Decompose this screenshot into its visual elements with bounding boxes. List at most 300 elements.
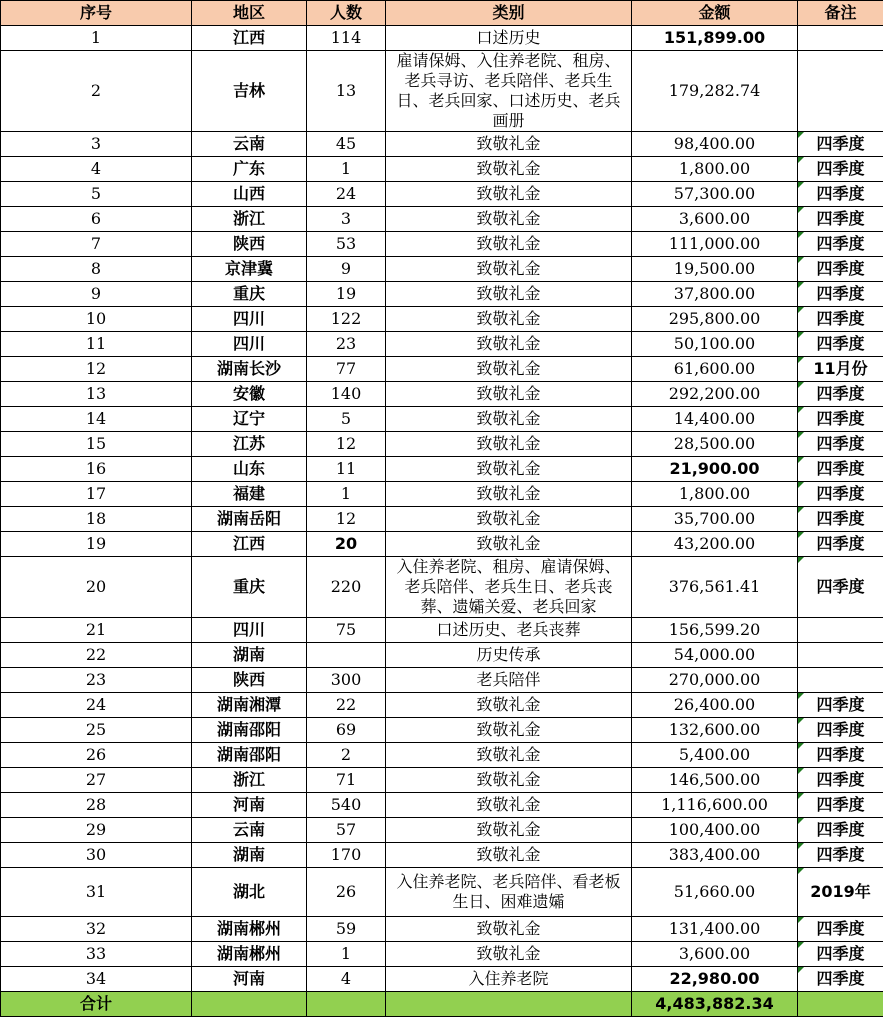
cell-amount: 5,400.00 [632, 743, 798, 768]
cell-amount: 54,000.00 [632, 643, 798, 668]
table-row [1, 26, 883, 51]
cell-no: 7 [1, 232, 192, 257]
comment-marker-icon [798, 793, 804, 799]
comment-marker-icon [798, 718, 804, 724]
comment-marker-icon [798, 307, 804, 313]
table-row [1, 693, 883, 718]
cell-no: 28 [1, 793, 192, 818]
cell-count: 23 [307, 332, 386, 357]
cell-category: 致敬礼金 [386, 917, 632, 942]
cell-category: 入住养老院、租房、雇请保姆、老兵陪伴、老兵生日、老兵丧葬、遗孀关爱、老兵回家 [386, 557, 632, 618]
cell-count: 53 [307, 232, 386, 257]
cell-category: 致敬礼金 [386, 718, 632, 743]
comment-marker-icon [798, 557, 804, 563]
cell-region: 广东 [192, 157, 307, 182]
cell-category: 致敬礼金 [386, 532, 632, 557]
cell-no: 33 [1, 942, 192, 967]
note-text: 2019年 [810, 882, 871, 901]
cell-category: 致敬礼金 [386, 132, 632, 157]
cell-count: 22 [307, 693, 386, 718]
note-text: 四季度 [816, 484, 865, 503]
cell-no: 17 [1, 482, 192, 507]
cell-category: 雇请保姆、入住养老院、租房、老兵寻访、老兵陪伴、老兵生日、老兵回家、口述历史、老兵画册 [386, 51, 632, 132]
cell-amount: 43,200.00 [632, 532, 798, 557]
comment-marker-icon [798, 693, 804, 699]
cell-note [798, 668, 883, 693]
table-row [1, 868, 883, 917]
cell-count: 122 [307, 307, 386, 332]
cell-note [798, 768, 883, 793]
table-row [1, 182, 883, 207]
cell-region: 云南 [192, 818, 307, 843]
comment-marker-icon [798, 868, 804, 874]
table-row [1, 282, 883, 307]
note-text: 四季度 [816, 409, 865, 428]
cell-count: 13 [307, 51, 386, 132]
cell-category: 致敬礼金 [386, 407, 632, 432]
comment-marker-icon [798, 207, 804, 213]
header-count: 人数 [307, 1, 386, 26]
cell-count: 45 [307, 132, 386, 157]
cell-category: 致敬礼金 [386, 843, 632, 868]
table-row [1, 257, 883, 282]
comment-marker-icon [798, 507, 804, 513]
cell-category: 致敬礼金 [386, 307, 632, 332]
table-row [1, 768, 883, 793]
cell-note [798, 482, 883, 507]
cell-region: 湖南长沙 [192, 357, 307, 382]
cell-region: 云南 [192, 132, 307, 157]
comment-marker-icon [798, 282, 804, 288]
cell-amount: 295,800.00 [632, 307, 798, 332]
cell-count: 75 [307, 618, 386, 643]
cell-category: 入住养老院 [386, 967, 632, 992]
cell-amount: 100,400.00 [632, 818, 798, 843]
cell-note [798, 868, 883, 917]
cell-category: 口述历史 [386, 26, 632, 51]
cell-region: 四川 [192, 618, 307, 643]
cell-category: 致敬礼金 [386, 207, 632, 232]
cell-region: 四川 [192, 307, 307, 332]
cell-category: 致敬礼金 [386, 157, 632, 182]
cell-category: 老兵陪伴 [386, 668, 632, 693]
cell-amount: 111,000.00 [632, 232, 798, 257]
cell-note [798, 557, 883, 618]
cell-no: 9 [1, 282, 192, 307]
note-text: 四季度 [816, 309, 865, 328]
cell-amount: 21,900.00 [632, 457, 798, 482]
cell-region: 江苏 [192, 432, 307, 457]
header-row [1, 1, 883, 26]
cell-no: 3 [1, 132, 192, 157]
cell-no: 11 [1, 332, 192, 357]
cell-amount: 1,800.00 [632, 157, 798, 182]
cell-note [798, 257, 883, 282]
comment-marker-icon [798, 182, 804, 188]
cell-category: 致敬礼金 [386, 768, 632, 793]
comment-marker-icon [798, 132, 804, 138]
cell-count: 77 [307, 357, 386, 382]
cell-note [798, 718, 883, 743]
table-row [1, 157, 883, 182]
comment-marker-icon [798, 843, 804, 849]
cell-amount: 1,800.00 [632, 482, 798, 507]
cell-no: 26 [1, 743, 192, 768]
cell-amount: 98,400.00 [632, 132, 798, 157]
cell-no: 18 [1, 507, 192, 532]
cell-category: 致敬礼金 [386, 432, 632, 457]
cell-count: 220 [307, 557, 386, 618]
cell-count: 540 [307, 793, 386, 818]
comment-marker-icon [798, 432, 804, 438]
cell-note [798, 432, 883, 457]
cell-region: 湖南湘潭 [192, 693, 307, 718]
cell-note [798, 532, 883, 557]
comment-marker-icon [798, 457, 804, 463]
note-text: 四季度 [816, 820, 865, 839]
cell-no: 12 [1, 357, 192, 382]
cell-amount: 19,500.00 [632, 257, 798, 282]
table-row [1, 407, 883, 432]
note-text: 四季度 [816, 969, 865, 988]
note-text: 四季度 [816, 795, 865, 814]
cell-note [798, 157, 883, 182]
note-text: 四季度 [816, 770, 865, 789]
cell-note [798, 407, 883, 432]
cell-amount: 3,600.00 [632, 207, 798, 232]
cell-note [798, 643, 883, 668]
cell-no: 6 [1, 207, 192, 232]
cell-amount: 131,400.00 [632, 917, 798, 942]
cell-category: 致敬礼金 [386, 507, 632, 532]
cell-category: 口述历史、老兵丧葬 [386, 618, 632, 643]
cell-region: 重庆 [192, 282, 307, 307]
cell-region: 山西 [192, 182, 307, 207]
table-row [1, 793, 883, 818]
cell-note [798, 457, 883, 482]
cell-no: 23 [1, 668, 192, 693]
cell-count: 24 [307, 182, 386, 207]
note-text: 四季度 [816, 259, 865, 278]
cell-note [798, 307, 883, 332]
cell-region: 四川 [192, 332, 307, 357]
cell-category: 致敬礼金 [386, 818, 632, 843]
cell-category: 入住养老院、老兵陪伴、看老板生日、困难遗孀 [386, 868, 632, 917]
table-row [1, 618, 883, 643]
note-text: 四季度 [816, 845, 865, 864]
header-amount: 金额 [632, 1, 798, 26]
note-text: 四季度 [816, 384, 865, 403]
cell-region: 重庆 [192, 557, 307, 618]
cell-amount: 270,000.00 [632, 668, 798, 693]
note-text: 11月份 [813, 359, 868, 378]
cell-no: 16 [1, 457, 192, 482]
cell-no: 19 [1, 532, 192, 557]
cell-region: 河南 [192, 967, 307, 992]
cell-no: 29 [1, 818, 192, 843]
total-region-empty [192, 992, 307, 1017]
comment-marker-icon [798, 332, 804, 338]
note-text: 四季度 [816, 434, 865, 453]
cell-region: 浙江 [192, 768, 307, 793]
cell-amount: 151,899.00 [632, 26, 798, 51]
note-text: 四季度 [816, 459, 865, 478]
cell-count: 170 [307, 843, 386, 868]
table-row [1, 668, 883, 693]
cell-region: 湖南 [192, 643, 307, 668]
note-text: 四季度 [816, 720, 865, 739]
cell-region: 江西 [192, 532, 307, 557]
cell-count: 57 [307, 818, 386, 843]
note-text: 四季度 [816, 284, 865, 303]
total-note-empty [798, 992, 883, 1017]
table-row [1, 718, 883, 743]
note-text: 四季度 [816, 334, 865, 353]
cell-no: 30 [1, 843, 192, 868]
cell-amount: 376,561.41 [632, 557, 798, 618]
table-row [1, 643, 883, 668]
cell-count: 1 [307, 157, 386, 182]
cell-no: 13 [1, 382, 192, 407]
cell-region: 湖北 [192, 868, 307, 917]
header-category: 类别 [386, 1, 632, 26]
table-row [1, 818, 883, 843]
cell-note [798, 51, 883, 132]
table-row [1, 357, 883, 382]
cell-region: 湖南郴州 [192, 942, 307, 967]
cell-no: 32 [1, 917, 192, 942]
cell-amount: 179,282.74 [632, 51, 798, 132]
cell-note [798, 382, 883, 407]
cell-region: 吉林 [192, 51, 307, 132]
cell-no: 24 [1, 693, 192, 718]
note-text: 四季度 [816, 944, 865, 963]
cell-count: 26 [307, 868, 386, 917]
cell-amount: 14,400.00 [632, 407, 798, 432]
comment-marker-icon [798, 357, 804, 363]
cell-note [798, 743, 883, 768]
cell-note [798, 793, 883, 818]
cell-category: 致敬礼金 [386, 182, 632, 207]
cell-count: 1 [307, 942, 386, 967]
cell-category: 历史传承 [386, 643, 632, 668]
note-text: 四季度 [816, 919, 865, 938]
cell-count: 4 [307, 967, 386, 992]
cell-count: 3 [307, 207, 386, 232]
cell-note [798, 357, 883, 382]
cell-note [798, 332, 883, 357]
cell-count: 19 [307, 282, 386, 307]
cell-no: 5 [1, 182, 192, 207]
cell-note [798, 232, 883, 257]
note-text: 四季度 [816, 577, 865, 596]
header-no: 序号 [1, 1, 192, 26]
cell-amount: 1,116,600.00 [632, 793, 798, 818]
cell-region: 湖南邵阳 [192, 743, 307, 768]
cell-note [798, 818, 883, 843]
comment-marker-icon [798, 257, 804, 263]
cell-count: 69 [307, 718, 386, 743]
cell-no: 27 [1, 768, 192, 793]
cell-category: 致敬礼金 [386, 457, 632, 482]
cell-category: 致敬礼金 [386, 482, 632, 507]
table-row [1, 307, 883, 332]
cell-region: 河南 [192, 793, 307, 818]
cell-amount: 3,600.00 [632, 942, 798, 967]
cell-no: 25 [1, 718, 192, 743]
note-text: 四季度 [816, 134, 865, 153]
note-text: 四季度 [816, 159, 865, 178]
comment-marker-icon [798, 743, 804, 749]
cell-no: 4 [1, 157, 192, 182]
cell-amount: 22,980.00 [632, 967, 798, 992]
comment-marker-icon [798, 942, 804, 948]
total-count-empty [307, 992, 386, 1017]
comment-marker-icon [798, 407, 804, 413]
comment-marker-icon [798, 532, 804, 538]
table-row [1, 507, 883, 532]
cell-region: 湖南岳阳 [192, 507, 307, 532]
cell-count: 1 [307, 482, 386, 507]
cell-amount: 28,500.00 [632, 432, 798, 457]
note-text: 四季度 [816, 509, 865, 528]
cell-no: 8 [1, 257, 192, 282]
cell-count: 114 [307, 26, 386, 51]
cell-note [798, 26, 883, 51]
table-row [1, 332, 883, 357]
note-text: 四季度 [816, 695, 865, 714]
table-row [1, 557, 883, 618]
header-region: 地区 [192, 1, 307, 26]
total-amount: 4,483,882.34 [632, 992, 798, 1017]
total-row [1, 992, 883, 1017]
cell-category: 致敬礼金 [386, 793, 632, 818]
table-row [1, 132, 883, 157]
note-text: 四季度 [816, 534, 865, 553]
table-row [1, 207, 883, 232]
cell-region: 浙江 [192, 207, 307, 232]
cell-amount: 132,600.00 [632, 718, 798, 743]
cell-note [798, 282, 883, 307]
cell-amount: 26,400.00 [632, 693, 798, 718]
cell-region: 山东 [192, 457, 307, 482]
comment-marker-icon [798, 967, 804, 973]
note-text: 四季度 [816, 745, 865, 764]
cell-region: 江西 [192, 26, 307, 51]
cell-amount: 156,599.20 [632, 618, 798, 643]
table-row [1, 232, 883, 257]
cell-count: 300 [307, 668, 386, 693]
cell-category: 致敬礼金 [386, 232, 632, 257]
table-row [1, 532, 883, 557]
cell-category: 致敬礼金 [386, 257, 632, 282]
cell-amount: 57,300.00 [632, 182, 798, 207]
cell-category: 致敬礼金 [386, 743, 632, 768]
cell-amount: 37,800.00 [632, 282, 798, 307]
cell-count: 20 [307, 532, 386, 557]
cell-count: 12 [307, 432, 386, 457]
table-row [1, 382, 883, 407]
cell-amount: 35,700.00 [632, 507, 798, 532]
cell-region: 京津冀 [192, 257, 307, 282]
cell-count: 2 [307, 743, 386, 768]
cell-note [798, 693, 883, 718]
cell-region: 湖南邵阳 [192, 718, 307, 743]
cell-note [798, 618, 883, 643]
cell-note [798, 507, 883, 532]
comment-marker-icon [798, 768, 804, 774]
cell-note [798, 917, 883, 942]
table-row [1, 457, 883, 482]
cell-amount: 146,500.00 [632, 768, 798, 793]
cell-count: 5 [307, 407, 386, 432]
cell-note [798, 207, 883, 232]
cell-count: 59 [307, 917, 386, 942]
cell-region: 陕西 [192, 232, 307, 257]
table-row [1, 843, 883, 868]
comment-marker-icon [798, 382, 804, 388]
cell-note [798, 967, 883, 992]
cell-category: 致敬礼金 [386, 382, 632, 407]
cell-category: 致敬礼金 [386, 693, 632, 718]
comment-marker-icon [798, 482, 804, 488]
cell-amount: 61,600.00 [632, 357, 798, 382]
cell-note [798, 942, 883, 967]
cell-count: 71 [307, 768, 386, 793]
cell-no: 15 [1, 432, 192, 457]
cell-no: 34 [1, 967, 192, 992]
cell-region: 福建 [192, 482, 307, 507]
cell-region: 辽宁 [192, 407, 307, 432]
table-row [1, 917, 883, 942]
total-category-empty [386, 992, 632, 1017]
comment-marker-icon [798, 818, 804, 824]
cell-amount: 292,200.00 [632, 382, 798, 407]
header-note: 备注 [798, 1, 883, 26]
cell-count: 9 [307, 257, 386, 282]
table-row [1, 51, 883, 132]
cell-category: 致敬礼金 [386, 942, 632, 967]
cell-category: 致敬礼金 [386, 357, 632, 382]
comment-marker-icon [798, 917, 804, 923]
cell-amount: 50,100.00 [632, 332, 798, 357]
note-text: 四季度 [816, 234, 865, 253]
total-label: 合计 [1, 992, 192, 1017]
table-row [1, 743, 883, 768]
table-row [1, 432, 883, 457]
cell-count [307, 643, 386, 668]
cell-category: 致敬礼金 [386, 332, 632, 357]
cell-no: 20 [1, 557, 192, 618]
comment-marker-icon [798, 157, 804, 163]
cell-note [798, 182, 883, 207]
cell-region: 陕西 [192, 668, 307, 693]
cell-category: 致敬礼金 [386, 282, 632, 307]
cell-note [798, 843, 883, 868]
cell-no: 22 [1, 643, 192, 668]
cell-no: 21 [1, 618, 192, 643]
note-text: 四季度 [816, 184, 865, 203]
table-row [1, 967, 883, 992]
cell-amount: 383,400.00 [632, 843, 798, 868]
note-text: 四季度 [816, 209, 865, 228]
table-row [1, 482, 883, 507]
cell-no: 31 [1, 868, 192, 917]
cell-no: 10 [1, 307, 192, 332]
table-row [1, 942, 883, 967]
cell-region: 湖南 [192, 843, 307, 868]
comment-marker-icon [798, 232, 804, 238]
